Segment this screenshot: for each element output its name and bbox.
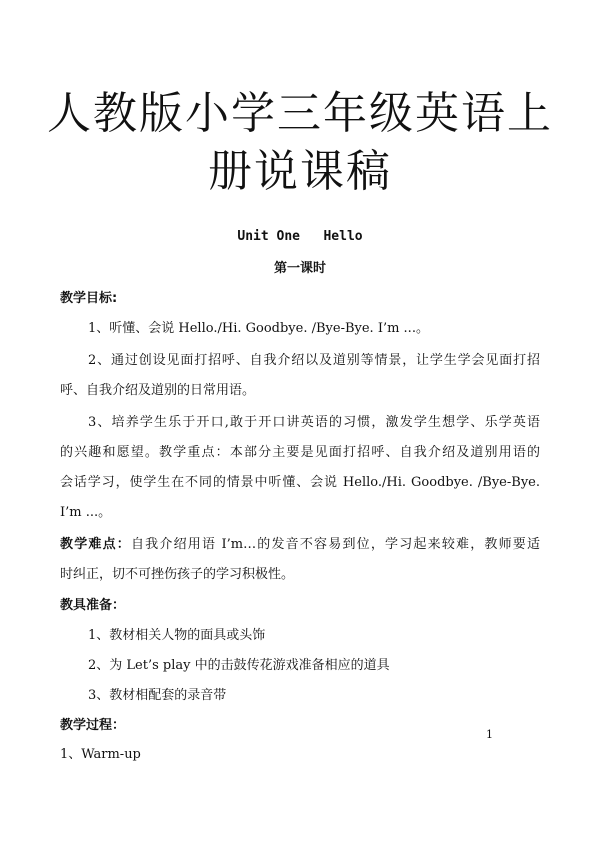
objective-item-3-line-4: I’m ...。	[60, 505, 112, 520]
materials-heading: 教具准备：	[60, 598, 126, 613]
difficulty-paragraph-line-2: 时纠正，切不可挫伤孩子的学习积极性。	[60, 567, 295, 582]
lesson-heading: 第一课时	[273, 261, 326, 276]
objective-item-3-line-3: 会话学习，使学生在不同的情景中听懂、会说 Hello./Hi. Goodbye. /Bye-Bye.	[60, 475, 540, 490]
materials-item-2: 2、为 Let’s play 中的击鼓传花游戏准备相应的道具	[88, 658, 390, 673]
objective-item-3-line-2: 的兴趣和愿望。教学重点：本部分主要是见面打招呼、自我介绍及道别用语的	[60, 445, 540, 460]
objectives-heading: 教学目标:	[60, 291, 118, 306]
difficulty-heading: 教学难点：	[60, 537, 131, 552]
document-title-line-1: 人教版小学三年级英语上	[47, 88, 553, 139]
objective-item-3-line-1: 3、培养学生乐于开口,敢于开口讲英语的习惯，激发学生想学、乐学英语	[88, 415, 540, 430]
process-heading: 教学过程：	[60, 718, 126, 733]
objective-item-1: 1、听懂、会说 Hello./Hi. Goodbye. /Bye-Bye. I’m ...。	[88, 321, 429, 336]
document-title-line-2: 册说课稿	[208, 146, 392, 197]
page-number: 1	[486, 728, 493, 741]
objective-item-2-line-1: 2、通过创设见面打招呼、自我介绍以及道别等情景，让学生学会见面打招	[88, 353, 540, 368]
difficulty-text: 自我介绍用语 I’m…的发音不容易到位，学习起来较难，教师要适	[130, 537, 540, 552]
materials-item-3: 3、教材相配套的录音带	[88, 688, 227, 703]
process-step-1: 1、Warm-up	[60, 747, 141, 762]
materials-item-1: 1、教材相关人物的面具或头饰	[88, 628, 266, 643]
unit-heading: Unit One Hello	[237, 229, 363, 244]
difficulty-paragraph-line-1	[60, 533, 540, 552]
objective-item-2-line-2: 呼、自我介绍及道别的日常用语。	[60, 383, 256, 398]
